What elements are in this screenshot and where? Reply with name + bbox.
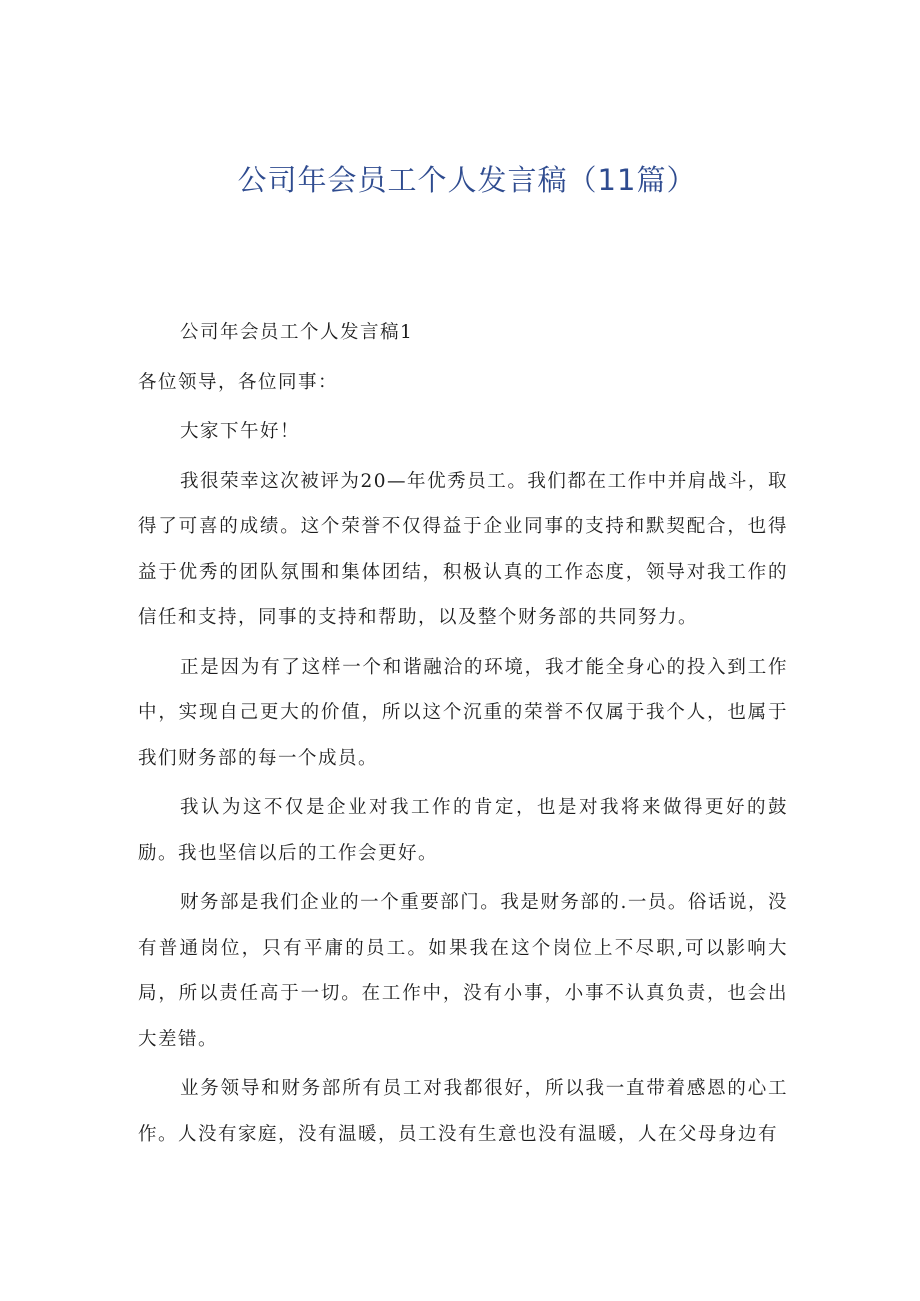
greeting: 大家下午好！ xyxy=(180,421,301,442)
salutation: 各位领导，各位同事： xyxy=(138,371,339,393)
paragraph: 正是因为有了这样一个和谐融洽的环境，我才能全身心的投入到工作中，实现自己更大的价值，所以这个沉重的荣誉不仅属于我个人，也属于我们财务部的每一个成员。 xyxy=(138,656,788,769)
document-body xyxy=(138,310,788,1157)
paragraph: 我很荣幸这次被评为20—年优秀员工。我们都在工作中并肩战斗，取得了可喜的成绩。这个荣誉不仅得益于企业同事的支持和默契配合，也得益于优秀的团队氛围和集体团结，积极认真的工作态度，领导对我工作的信任和支持，同事的支持和帮助，以及整个财务部的共同努力。 xyxy=(138,470,788,628)
section-heading: 公司年会员工个人发言稿1 xyxy=(180,322,414,343)
paragraph: 业务领导和财务部所有员工对我都很好，所以我一直带着感恩的心工作。人没有家庭，没有温暖，员工没有生意也没有温暖，人在父母身边有 xyxy=(138,1078,788,1145)
paragraph: 财务部是我们企业的一个重要部门。我是财务部的.一员。俗话说，没有普通岗位，只有平庸的员工。如果我在这个岗位上不尽职,可以影响大局，所以责任高于一切。在工作中，没有小事，小事不认真负责，也会出大差错。 xyxy=(138,892,788,1050)
paragraph: 我认为这不仅是企业对我工作的肯定，也是对我将来做得更好的鼓励。我也坚信以后的工作会更好。 xyxy=(138,797,788,864)
document-title: 公司年会员工个人发言稿（11篇） xyxy=(237,163,697,197)
